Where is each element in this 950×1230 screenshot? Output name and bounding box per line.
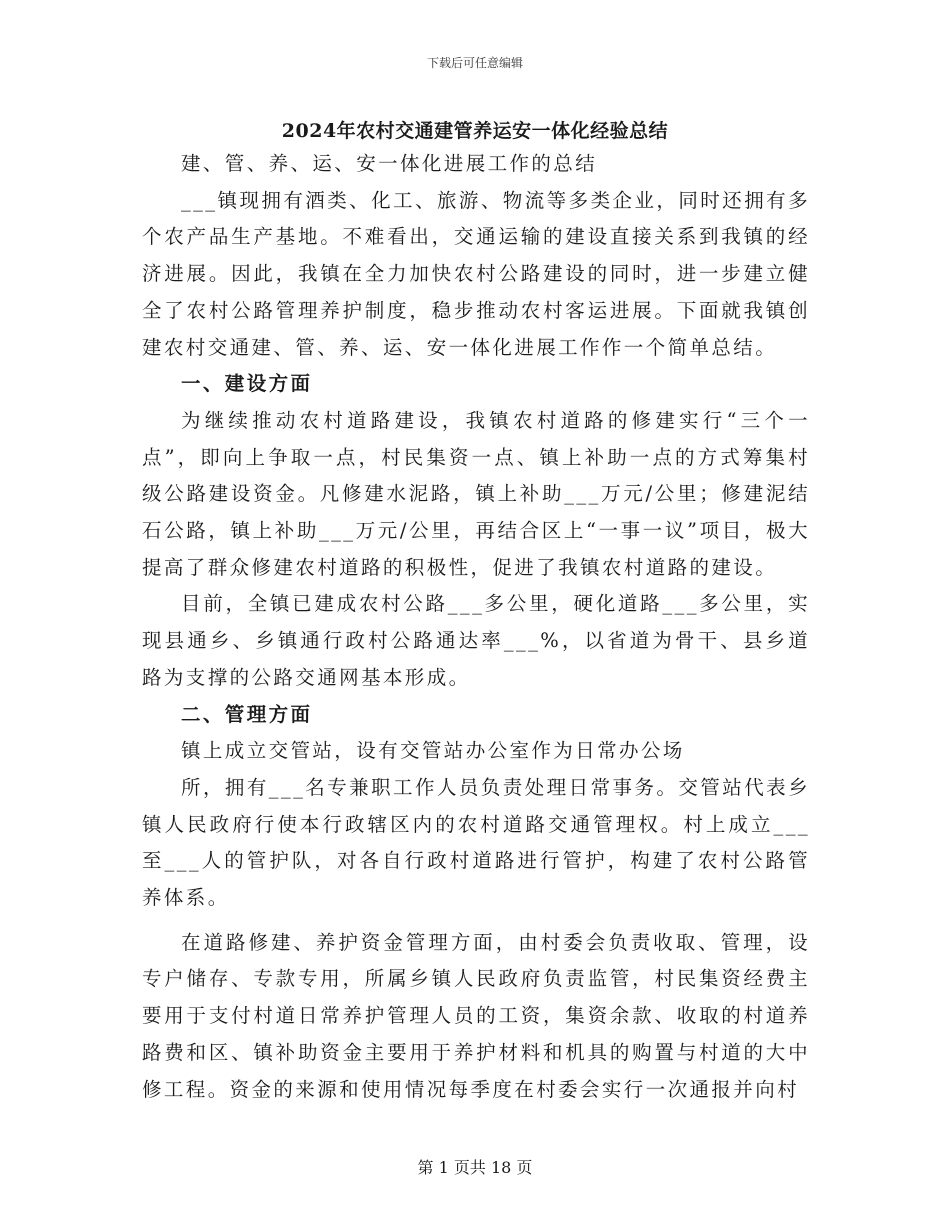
paragraph-management-office: 镇上成立交管站，设有交管站办公室作为日常办公场 <box>181 739 685 763</box>
document-title: 2024年农村交通建管养运安一体化经验总结 <box>281 120 669 142</box>
paragraph-intro: ___镇现拥有酒类、化工、旅游、物流等多类企业，同时还拥有多个农产品生产基地。不难看出，交通运输的建设直接关系到我镇的经济进展。因此，我镇在全力加快农村公路建设的同时，进一步建立健全了农村公路管理养护制度，稳步推动农村客运进展。下面就我镇创建农村交通建、管、养、运、安一体化进展工作作一个简单总结。 <box>142 188 810 359</box>
paragraph-funds: 在道路修建、养护资金管理方面，由村委会负责收取、管理，设专户储存、专款专用，所属乡镇人民政府负责监管，村民集资经费主要用于支付村道日常养护管理人员的工资，集资余款、收取的村道养路费和区、镇补助资金主要用于养护材料和机具的购置与村道的大中修工程。资金的来源和使用情况每季度在村委会实行一次通报并向村 <box>142 930 810 1101</box>
paragraph-current-status: 目前，全镇已建成农村公路___多公里，硬化道路___多公里，实现县通乡、乡镇通行政村公路通达率___%，以省道为骨干、县乡道路为支撑的公路交通网基本形成。 <box>142 592 810 689</box>
paragraph-subtitle: 建、管、养、运、安一体化进展工作的总结 <box>181 152 598 175</box>
document-body <box>142 146 810 1108</box>
section-heading-management: 二、管理方面 <box>181 702 313 726</box>
header-note: 下载后可任意编辑 <box>426 56 523 70</box>
section-heading-construction: 一、建设方面 <box>181 372 313 396</box>
paragraph-construction: 为继续推动农村道路建设，我镇农村道路的修建实行“三个一点”，即向上争取一点，村民集资一点、镇上补助一点的方式筹集村级公路建设资金。凡修建水泥路，镇上补助___万元/公里；修建泥结石公路，镇上补助___万元/公里，再结合区上“一事一议”项目，极大提高了群众修建农村道路的积极性，促进了我镇农村道路的建设。 <box>142 408 810 579</box>
page-footer: 第 1 页共 18 页 <box>417 1158 533 1177</box>
paragraph-management-staff: 所，拥有___名专兼职工作人员负责处理日常事务。交管站代表乡镇人民政府行使本行政辖区内的农村道路交通管理权。村上成立___至___人的管护队，对各自行政村道路进行管护，构建了农村公路管养体系。 <box>142 775 810 910</box>
